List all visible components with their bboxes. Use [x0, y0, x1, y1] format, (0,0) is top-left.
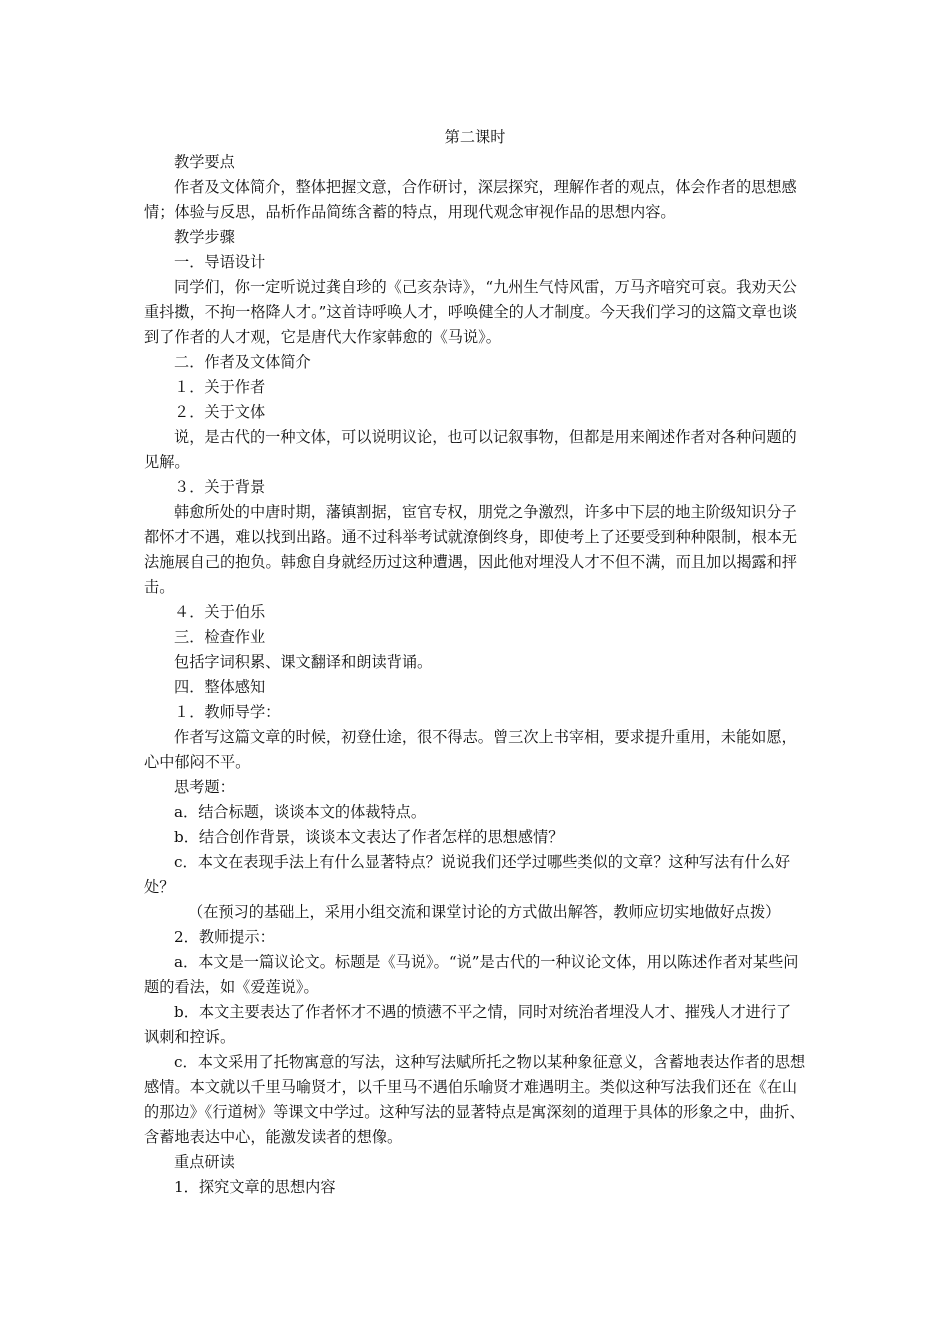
paragraph: 作者及文体简介，整体把握文意，合作研讨，深层探究，理解作者的观点，体会作者的思想感情；体验与反思，品析作品简练含蓄的特点，用现代观念审视作品的思想内容。 — [144, 178, 797, 221]
paragraph: 同学们，你一定听说过龚自珍的《己亥杂诗》，“九州生气恃风雷，万马齐喑究可哀。我劝天公重抖擞，不拘一格降人才。”这首诗呼唤人才，呼唤健全的人才制度。今天我们学习的这篇文章也谈到了作者的人才观，它是唐代大作家韩愈的《马说》。 — [144, 278, 798, 346]
subheading: ２．关于文体 — [174, 403, 266, 421]
subheading: ４．关于伯乐 — [174, 603, 266, 621]
question-item: a．结合标题，谈谈本文的体裁特点。 — [174, 803, 427, 821]
paragraph: 作者写这篇文章的时候，初登仕途，很不得志。曾三次上书宰相，要求提升重用，未能如愿，心中郁闷不平。 — [144, 728, 797, 771]
paragraph: 韩愈所处的中唐时期，藩镇割据，宦官专权，朋党之争激烈，许多中下层的地主阶级知识分子都怀才不遇，难以找到出路。通不过科举考试就潦倒终身，即使考上了还要受到种种限制，根本无法施展自己的抱负。韩愈自身就经历过这种遭遇，因此他对埋没人才不但不满，而且加以揭露和抨击。 — [144, 503, 798, 596]
document-body — [144, 125, 806, 1200]
section-heading: 四．整体感知 — [174, 678, 266, 696]
note-paragraph: （在预习的基础上，采用小组交流和课堂讨论的方式做出解答，教师应切实地做好点拨） — [188, 903, 781, 921]
section-heading: 三．检查作业 — [174, 628, 266, 646]
section-heading: 二．作者及文体简介 — [174, 353, 311, 371]
subheading: 1．探究文章的思想内容 — [174, 1178, 336, 1196]
section-heading: 一．导语设计 — [174, 253, 266, 271]
subheading: １．教师导学： — [174, 703, 281, 721]
subheading: 2．教师提示： — [174, 928, 275, 946]
page-title: 第二课时 — [444, 128, 506, 146]
section-heading: 教学步骤 — [174, 228, 235, 246]
paragraph: 包括字词积累、课文翻译和朗读背诵。 — [174, 653, 433, 671]
subheading: １．关于作者 — [174, 378, 266, 396]
subheading: 思考题： — [174, 778, 235, 796]
section-heading: 重点研读 — [174, 1153, 235, 1171]
section-heading: 教学要点 — [174, 153, 235, 171]
paragraph: 说，是古代的一种文体，可以说明议论，也可以记叙事物，但都是用来阐述作者对各种问题的见解。 — [144, 428, 797, 471]
hint-item: b．本文主要表达了作者怀才不遇的愤懑不平之情，同时对统治者埋没人才、摧残人才进行了讽刺和控诉。 — [144, 1003, 792, 1046]
hint-item: c．本文采用了托物寓意的写法，这种写法赋所托之物以某种象征意义，含蓄地表达作者的思想感情。本文就以千里马喻贤才，以千里马不遇伯乐喻贤才难遇明主。类似这种写法我们还在《在山的那边》《行道树》等课文中学过。这种写法的显著特点是寓深刻的道理于具体的形象之中，曲折、含蓄地表达中心，能激发读者的想像。 — [144, 1053, 806, 1146]
subheading: ３．关于背景 — [174, 478, 266, 496]
question-item: b．结合创作背景，谈谈本文表达了作者怎样的思想感情？ — [174, 828, 564, 846]
hint-item: a．本文是一篇议论文。标题是《马说》。“说”是古代的一种议论文体，用以陈述作者对某些问题的看法，如《爱莲说》。 — [144, 953, 799, 996]
question-item: c．本文在表现手法上有什么显著特点？说说我们还学过哪些类似的文章？这种写法有什么好处？ — [144, 853, 791, 896]
